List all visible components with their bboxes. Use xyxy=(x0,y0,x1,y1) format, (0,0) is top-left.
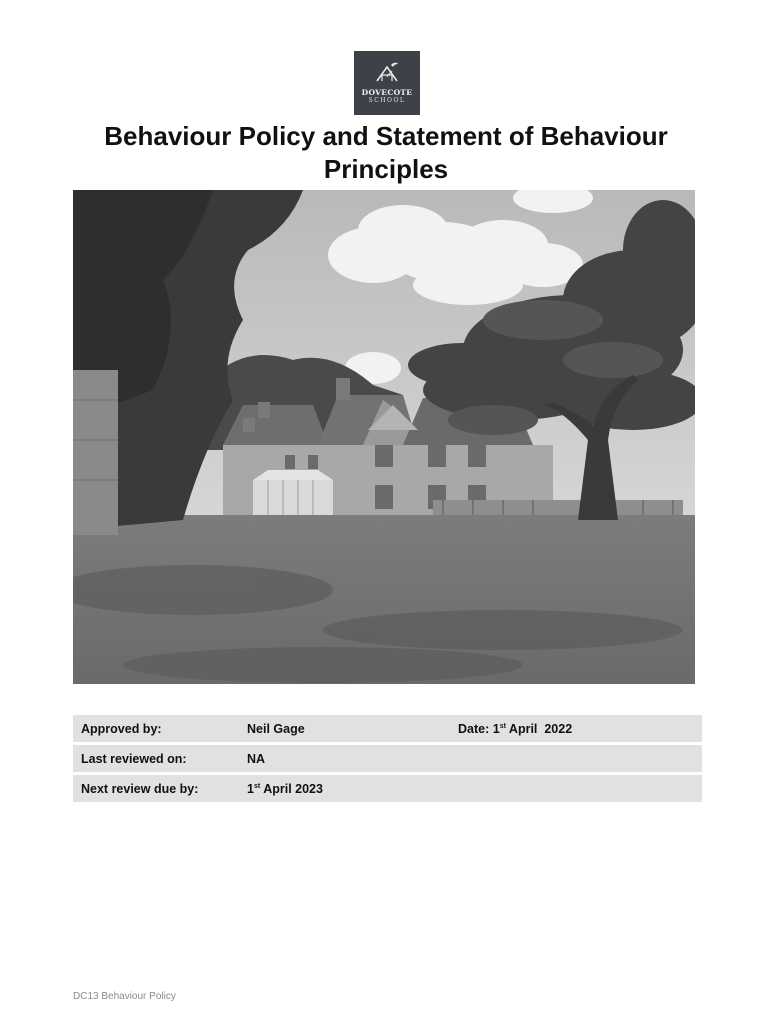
last-reviewed-value: NA xyxy=(239,745,450,772)
last-reviewed-empty-cell xyxy=(450,745,702,772)
logo-school-name: DOVECOTE xyxy=(361,88,413,97)
next-review-label: Next review due by: xyxy=(73,775,239,802)
approval-date-prefix: Date: 1 xyxy=(458,721,500,736)
next-review-prefix: 1 xyxy=(247,781,254,796)
next-review-empty-cell xyxy=(450,775,702,802)
approved-row xyxy=(73,715,702,742)
approved-by-value: Neil Gage xyxy=(239,715,450,742)
next-review-value xyxy=(239,775,450,802)
approved-by-label: Approved by: xyxy=(73,715,239,742)
next-review-row xyxy=(73,775,702,802)
policy-approval-table xyxy=(73,712,702,805)
last-reviewed-row xyxy=(73,745,702,772)
document-title: Behaviour Policy and Statement of Behaviour Principles xyxy=(104,121,668,184)
dovecote-emblem-icon xyxy=(373,59,401,87)
approval-date-suffix: April 2022 xyxy=(505,721,573,736)
school-building-photo xyxy=(73,190,695,684)
approval-date-ordinal: st xyxy=(499,722,506,730)
last-reviewed-label: Last reviewed on: xyxy=(73,745,239,772)
next-review-ordinal: st xyxy=(253,782,261,790)
approval-date xyxy=(450,715,702,742)
next-review-suffix: April 2023 xyxy=(260,781,323,796)
school-logo xyxy=(354,51,420,115)
page-footer: DC13 Behaviour Policy xyxy=(73,991,176,1002)
logo-school-subtitle: SCHOOL xyxy=(368,97,406,104)
